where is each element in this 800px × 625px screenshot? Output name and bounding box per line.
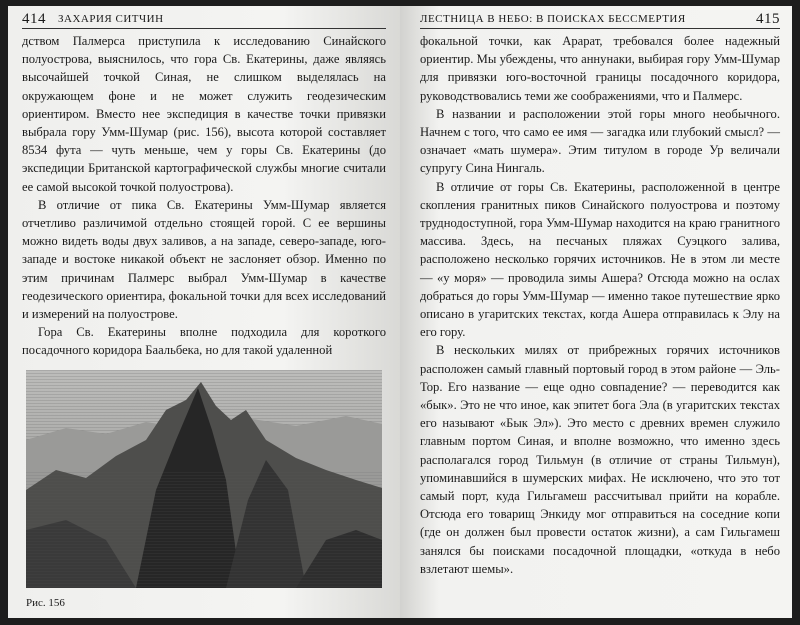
left-running-title: ЗАХАРИЯ СИТЧИН: [58, 13, 164, 25]
right-paragraph-2: В названии и расположении этой горы много необычного. Начнем с того, что само ее имя — загадка или глубокий смысл? — означает «мать шумера». Этим титулом в городе Ур величали супругу Сина Нингаль.: [420, 106, 780, 176]
left-paragraph-1: дством Палмерса приступила к исследованию Синайского полуострова, выяснилось, что гора Св. Екатерины, даже являясь высочайшей точкой Синая, не слишком выделялась на окружающем фоне и не может служить геодезическим ориентиром. Вместо нее экспедиция в качестве точки привязки выбрала гору Умм-Шумар (рис. 156), высота которой составляет 8534 фута — чуть меньше, чем у горы Св. Екатерины (до экспедиции Британской картографической службы многие считали ее самой высокой точкой полуострова).: [22, 34, 386, 194]
right-page: [400, 6, 792, 618]
left-body-text: [22, 32, 386, 360]
right-page-number: 415: [756, 10, 780, 27]
left-page-number: 414: [22, 10, 46, 27]
figure-caption: Рис. 156: [26, 596, 65, 609]
left-paragraph-3: Гора Св. Екатерины вполне подходила для короткого посадочного коридора Баальбека, но для такой удаленной: [22, 325, 386, 358]
left-paragraph-2: В отличие от пика Св. Екатерины Умм-Шумар является отчетливо различимой отдельно стоящей горой. С ее вершины можно видеть воды двух заливов, а на западе, северо-западе, юго-западе и востоке никакой объект не заслоняет обзор. Именно по этим причинам Палмерс выбрал Умм-Шумар в качестве геодезического ориентира, фокальной точки для всех исследований и измерений на полуострове.: [22, 197, 386, 322]
right-running-title: ЛЕСТНИЦА В НЕБО: В ПОИСКАХ БЕССМЕРТИЯ: [420, 13, 686, 25]
book-spread: [8, 6, 792, 618]
right-paragraph-3: В отличие от горы Св. Екатерины, расположенной в центре скопления гранитных пиков Синайского полуострова и поэтому труднодоступной, гора Умм-Шумар находится на краю гранитного массива. Здесь, на песчаных пляжах Суэцкого залива, расположено несколько горячих источников. Не в этом ли месте — «у моря» — проводила зимы Ашера? Отсюда можно на ослах добраться до горы Умм-Шумар — именно такое путешествие ярко описано в угаритских текстах, когда Ашера отправилась к Элу на его гору.: [420, 179, 780, 340]
right-paragraph-4: В нескольких милях от прибрежных горячих источников расположен самый главный портовый город в этом районе — Эль-Тор. Его название — еще одно совпадение? — переводится как «бык». Это не что иное, как эпитет бога Эла (в угаритских текстах его называют «Бык Эл»). Это место с древних времен служило главным портом Синая, и вполне возможно, что именно здесь располагался город Тильмун (в отличие от страны Тильмун), упоминавшийся в шумерских мифах. Не исключено, что это тот самый порт, куда Гильгамеш рассчитывал прийти на корабле. Отсюда его товарищ Энкиду мог отправиться на соседние копи (где он должен был провести остаток жизни), а сам Гильгамеш занялся бы поисками посадочной площадки, «откуда в небо взлетают шемы».: [420, 343, 780, 576]
left-running-head: [22, 10, 386, 29]
mountain-engraving-figure: [26, 370, 382, 588]
left-page: [8, 6, 400, 618]
right-paragraph-1: фокальной точки, как Арарат, требовался более надежный ориентир. Мы убеждены, что аннунаки, выбирая гору Умм-Шумар для привязки юго-восточной границы посадочного коридора, руководствовались теми же соображениями, что и Палмерс.: [420, 34, 780, 103]
right-running-head: [420, 10, 780, 29]
right-body-text: [420, 32, 780, 578]
